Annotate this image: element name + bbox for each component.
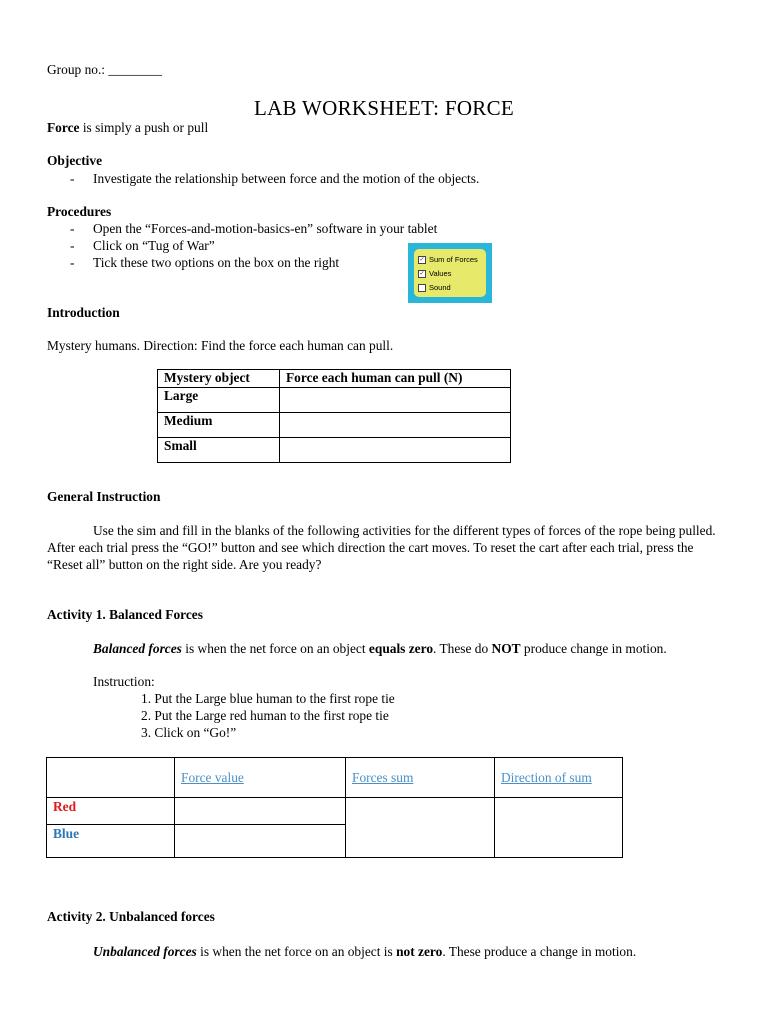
option-values: ✓ Values — [419, 269, 452, 278]
list-dash: - — [70, 221, 75, 236]
force-value-header: Force value — [181, 769, 244, 785]
list-dash: - — [70, 238, 75, 253]
instruction-step: 1. Put the Large blue human to the first rope tie — [141, 691, 395, 706]
activity1-heading: Activity 1. Balanced Forces — [47, 607, 203, 622]
activity2-heading: Activity 2. Unbalanced forces — [47, 909, 215, 924]
table-header — [175, 758, 346, 798]
introduction-text: Mystery humans. Direction: Find the force each human can pull. — [47, 338, 394, 353]
table-row-label: Small — [158, 438, 280, 463]
table-input-cell[interactable] — [175, 825, 346, 858]
table-input-cell[interactable] — [280, 413, 511, 438]
table-row-label — [47, 798, 175, 825]
general-instruction-heading: General Instruction — [47, 489, 161, 504]
table-input-cell[interactable] — [280, 438, 511, 463]
force-definition — [47, 120, 208, 136]
table-header — [346, 758, 495, 798]
table-input-cell[interactable] — [175, 798, 346, 825]
instruction-step: 2. Put the Large red human to the first rope tie — [141, 708, 389, 723]
instruction-step: 3. Click on “Go!” — [141, 725, 237, 740]
objective-item: Investigate the relationship between force and the motion of the objects. — [93, 171, 480, 186]
red-label: Red — [53, 799, 77, 814]
activity2-definition: Unbalanced forces is when the net force on an object is not zero. These produce a change in motion. — [93, 944, 637, 959]
table-corner-cell — [47, 758, 175, 798]
table-header — [495, 758, 623, 798]
options-box-screenshot — [408, 243, 492, 303]
table-header: Mystery object — [158, 370, 280, 388]
list-dash: - — [70, 255, 75, 270]
forces-sum-header: Forces sum — [352, 769, 414, 785]
force-term: Force — [47, 120, 80, 135]
procedure-item: Tick these two options on the box on the right — [93, 255, 340, 270]
options-panel — [414, 249, 486, 297]
unbalanced-forces-term: Unbalanced forces — [93, 944, 197, 959]
checkbox-checked-icon: ✓ — [419, 256, 425, 263]
instruction-label: Instruction: — [93, 674, 155, 689]
balanced-forces-term: Balanced forces — [93, 641, 182, 656]
group-number-label: Group no.: ________ — [47, 62, 162, 77]
activity1-table — [46, 757, 623, 858]
table-header: Force each human can pull (N) — [280, 370, 511, 388]
force-definition-text: is simply a push or pull — [79, 120, 209, 135]
table-row-label — [47, 825, 175, 858]
objective-heading: Objective — [47, 153, 103, 168]
procedures-heading: Procedures — [47, 204, 112, 219]
direction-of-sum-input-cell[interactable] — [495, 798, 623, 858]
mystery-table — [157, 369, 511, 463]
page-title: LAB WORKSHEET: FORCE — [253, 96, 515, 120]
direction-of-sum-header: Direction of sum — [501, 769, 592, 785]
option-sound: Sound — [418, 282, 451, 293]
introduction-heading: Introduction — [47, 305, 120, 320]
activity1-definition: Balanced forces is when the net force on an object equals zero. These do NOT produce change in motion. — [93, 641, 667, 656]
procedure-item: Click on “Tug of War” — [93, 238, 215, 253]
blue-label: Blue — [53, 826, 80, 841]
checkbox-checked-icon: ✓ — [419, 270, 425, 277]
checkbox-empty-icon — [418, 284, 426, 292]
forces-sum-input-cell[interactable] — [346, 798, 495, 858]
list-dash: - — [70, 171, 75, 186]
general-instruction-text: Use the sim and fill in the blanks of the following activities for the different types of forces of the rope being pulled. After each trial press the “GO!” button and see which direction the cart moves. To reset the cart after each trial, press the “Reset all” button on the right side. Are you ready? — [47, 523, 716, 572]
table-row-label: Medium — [158, 413, 280, 438]
procedure-item: Open the “Forces-and-motion-basics-en” software in your tablet — [93, 221, 438, 236]
option-sum-of-forces: ✓ Sum of Forces — [419, 255, 478, 264]
table-input-cell[interactable] — [280, 388, 511, 413]
table-row-label: Large — [158, 388, 280, 413]
